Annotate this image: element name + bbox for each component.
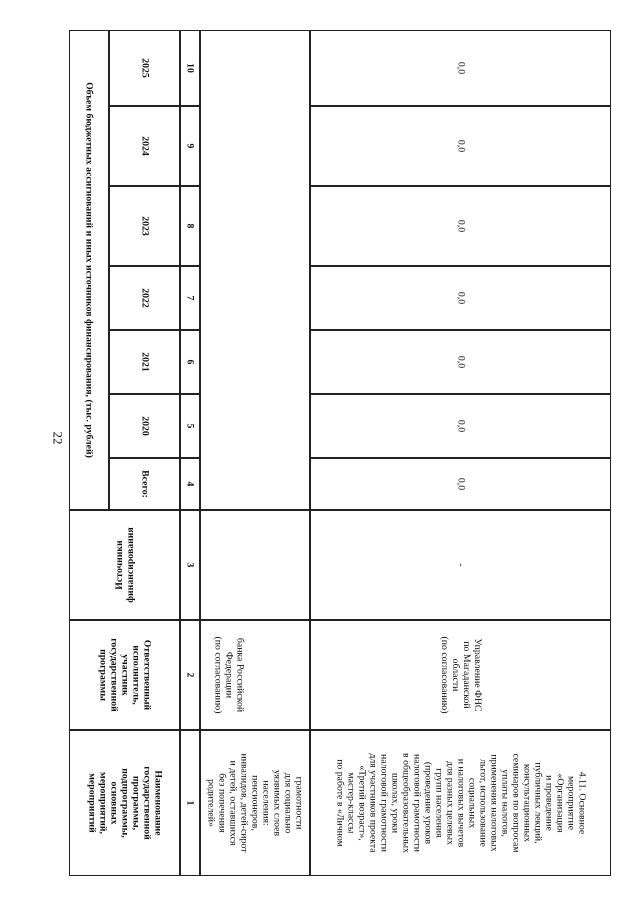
row1-name: грамотности для социально уязвимых слоев населения: пенсионеров, инвалидов, детей-сирот и детей, оставшихся без попечения родителей»	[200, 730, 310, 876]
colnum-8: 8	[180, 186, 200, 266]
row2-2023: 0,0	[310, 186, 611, 266]
row1-values	[200, 30, 310, 510]
header-2025: 2025	[109, 30, 180, 106]
row1-source	[200, 510, 310, 620]
header-total: Всего:	[109, 458, 180, 510]
row2-name: 4.11. Основное мероприятие «Организация и проведение публичных лекций, консультационных семинаров по вопросам уплаты налогов, применения налоговых льгот, использование социальных и налоговых вычетов для разных целевых групп населения (проведение уроков налоговой грамотности в общеобразовательных школах, уроки налоговой грамотности для участников проекта «Третий возраст», мастер-классы по работе в «Личном	[310, 730, 611, 876]
colnum-1: 1	[180, 730, 200, 876]
row1-executor: банка Российской Федерации (по согласованию)	[200, 620, 310, 730]
page-number: 22	[50, 431, 65, 445]
colnum-3: 3	[180, 510, 200, 620]
colnum-5: 5	[180, 394, 200, 458]
colnum-2: 2	[180, 620, 200, 730]
row2-source: -	[310, 510, 611, 620]
header-2023: 2023	[109, 186, 180, 266]
header-name: Наименование государственной программы, подпрограммы, основных мероприятий, мероприятий	[69, 730, 180, 876]
row2-2024: 0,0	[310, 106, 611, 186]
header-2024: 2024	[109, 106, 180, 186]
header-2021: 2021	[109, 330, 180, 394]
header-2020: 2020	[109, 394, 180, 458]
row2-total: 0,0	[310, 458, 611, 510]
colnum-10: 10	[180, 30, 200, 106]
colnum-4: 4	[180, 458, 200, 510]
colnum-6: 6	[180, 330, 200, 394]
financing-table	[69, 30, 611, 876]
colnum-7: 7	[180, 266, 200, 330]
row2-2025: 0,0	[310, 30, 611, 106]
row2-executor: Управление ФНС по Магаданской области (по согласованию)	[310, 620, 611, 730]
row2-2022: 0,0	[310, 266, 611, 330]
header-sources: Источники финансирования	[69, 510, 180, 620]
colnum-9: 9	[180, 106, 200, 186]
header-2022: 2022	[109, 266, 180, 330]
header-volume-group: Объем бюджетных ассигнований и иных источников финансирования, (тыс. рублей)	[69, 30, 109, 510]
row2-2020: 0,0	[310, 394, 611, 458]
header-executor: Ответственный исполнитель, участник государственной программы	[69, 620, 180, 730]
row2-2021: 0,0	[310, 330, 611, 394]
